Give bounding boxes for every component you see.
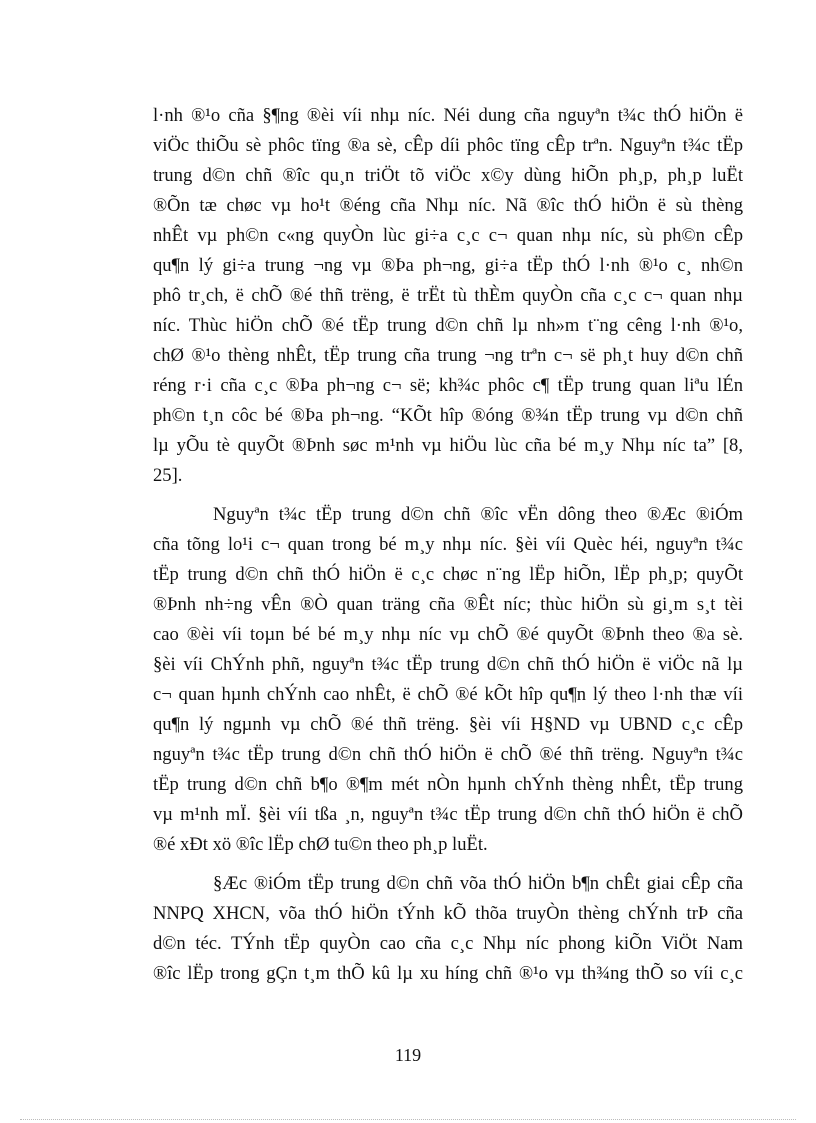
text-line: qu¶n lý ngµnh vµ chÕ ®é thñ trëng. §èi víi H§ND vµ UBND c¸c cÊp [153, 714, 743, 735]
text-line: tËp trung d©n chñ b¶o ®¶m mét nÒn hµnh chÝnh thèng nhÊt, tËp trung [153, 774, 743, 795]
text-line: c¬ quan hµnh chÝnh cao nhÊt, ë chÕ ®é kÕt hîp qu¶n lý theo l·nh thæ víi [153, 684, 743, 705]
text-line: trung d©n chñ ®îc qu¸n triÖt tõ viÖc x©y dùng hiÕn ph¸p, ph¸p luËt [153, 165, 743, 186]
text-line: ph©n t¸n côc bé ®Þa ph¬ng. “KÕt hîp ®óng ®¾n tËp trung vµ d©n chñ [153, 405, 743, 426]
text-line: vµ m¹nh mÏ. §èi víi tßa ¸n, nguyªn t¾c tËp trung d©n chñ thÓ hiÖn ë chÕ [153, 804, 743, 825]
text-line: d©n téc. TÝnh tËp quyÒn cao cña c¸c Nhµ níc phong kiÕn ViÖt Nam [153, 933, 743, 954]
text-line: Nguyªn t¾c tËp trung d©n chñ ®îc vËn dông theo ®Æc ®iÓm [213, 504, 743, 525]
text-line: qu¶n lý gi÷a trung ¬ng vµ ®Þa ph¬ng, gi÷a tËp thÓ l·nh ®¹o c¸ nh©n [153, 255, 743, 276]
page-bottom-divider [20, 1119, 796, 1120]
text-line: ®Þnh nh÷ng vÊn ®Ò quan träng cña ®Êt níc; thùc hiÖn sù gi¸m s¸t tèi [153, 594, 743, 615]
page-number: 119 [394, 1045, 422, 1065]
text-line: chØ ®¹o thèng nhÊt, tËp trung cña trung ¬ng trªn c¬ së ph¸t huy d©n chñ [153, 345, 743, 366]
text-line: l·nh ®¹o cña §¶ng ®èi víi nhµ níc. Néi dung cña nguyªn t¾c thÓ hiÖn ë [153, 105, 743, 126]
text-line: phô tr¸ch, ë chÕ ®é thñ trëng, ë trËt tù thÈm quyÒn cña c¸c c¬ quan nhµ [153, 285, 743, 306]
text-line: §èi víi ChÝnh phñ, nguyªn t¾c tËp trung d©n chñ thÓ hiÖn ë viÖc nã lµ [153, 654, 743, 675]
text-line: nguyªn t¾c tËp trung d©n chñ thÓ hiÖn ë chÕ ®é thñ trëng. Nguyªn t¾c [153, 744, 743, 765]
text-line: ®é xÐt xö ®îc lËp chØ tu©n theo ph¸p luËt. [153, 834, 488, 855]
text-line: cña tõng lo¹i c¬ quan trong bé m¸y nhµ níc. §èi víi Quèc héi, nguyªn t¾c [153, 534, 743, 555]
text-line: nhÊt vµ ph©n c«ng quyÒn lùc gi÷a c¸c c¬ quan nhµ níc, sù ph©n cÊp [153, 225, 743, 246]
text-line: níc. Thùc hiÖn chÕ ®é tËp trung d©n chñ lµ nh»m t¨ng cêng l·nh ®¹o, [153, 315, 743, 336]
text-line: §Æc ®iÓm tËp trung d©n chñ võa thÓ hiÖn b¶n chÊt giai cÊp cña [213, 873, 743, 894]
text-line: ®îc lËp trong gÇn t¸m thÕ kû lµ xu híng chñ ®¹o vµ th¾ng thÕ so víi c¸c [153, 963, 743, 984]
text-line: réng r·i cña c¸c ®Þa ph¬ng c¬ së; kh¾c phôc c¶ tËp trung quan liªu lÉn [153, 375, 743, 396]
text-line: NNPQ XHCN, võa thÓ hiÖn tÝnh kÕ thõa truyÒn thèng chÝnh trÞ cña [153, 903, 743, 924]
text-line: viÖc thiÕu sè phôc tïng ®a sè, cÊp díi phôc tïng cÊp trªn. Nguyªn t¾c tËp [153, 135, 743, 156]
text-line: 25]. [153, 465, 183, 486]
text-line: cao ®èi víi toµn bé bé m¸y nhµ níc vµ chÕ ®é quyÕt ®Þnh theo ®a sè. [153, 624, 743, 645]
text-line: tËp trung d©n chñ thÓ hiÖn ë c¸c chøc n¨ng lËp hiÕn, lËp ph¸p; quyÕt [153, 564, 743, 585]
text-line: ®Õn tæ chøc vµ ho¹t ®éng cña Nhµ níc. Nã ®îc thÓ hiÖn ë sù thèng [153, 195, 743, 216]
text-line: lµ yÕu tè quyÕt ®Þnh søc m¹nh vµ hiÖu lùc cña bé m¸y Nhµ níc ta” [8, [153, 435, 743, 456]
